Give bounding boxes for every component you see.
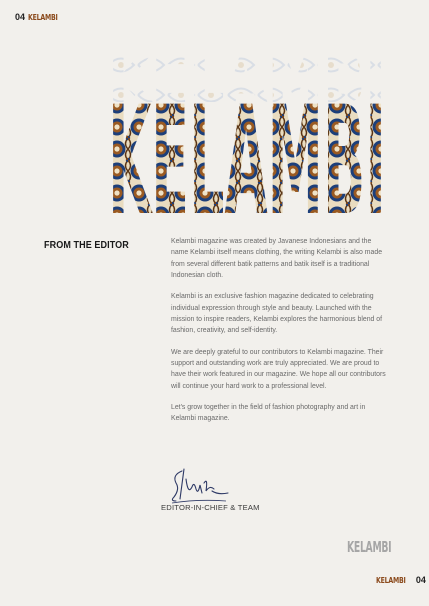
footer-logo: KELAMBI [347, 538, 392, 556]
masthead-logo [106, 44, 388, 249]
letter-paragraph: Kelambi is an exclusive fashion magazine dedicated to celebrating individual expression through style and beauty. Launched with the mission to inspire readers, Kelambi explores the harmonious blend of fashion, creativity, and self-identity. [171, 293, 383, 335]
editor-heading: FROM THE EDITOR [44, 239, 129, 251]
letter-paragraph: Kelambi magazine was created by Javanese Indonesians and the name Kelambi itself means clothing, the writing Kelambi is also made from several different batik patterns and batik itself is a traditional Indonesian cloth. [171, 238, 383, 279]
page-footer [376, 575, 426, 585]
page-number: 04 [15, 12, 26, 22]
footer-brand: KELAMBI [376, 575, 406, 585]
page-number: 04 [415, 575, 426, 585]
signature-label: EDITOR-IN-CHIEF & TEAM [161, 503, 260, 512]
signature-image [168, 465, 230, 505]
page-header [15, 12, 66, 22]
editor-letter [171, 236, 387, 435]
masthead-title: KELAMBI [108, 75, 386, 249]
letter-paragraph: Let's grow together in the field of fashion photography and art in Kelambi magazine. [171, 404, 366, 423]
masthead-faint-text: KELAMBI [108, 44, 386, 118]
letter-paragraph: We are deeply grateful to our contributors to Kelambi magazine. Their support and outstanding work are truly appreciated. We are proud to have their work featured in our magazine. We hope all our contributors will continue your hard work to a professional level. [171, 348, 386, 390]
header-brand: KELAMBI [28, 12, 58, 22]
